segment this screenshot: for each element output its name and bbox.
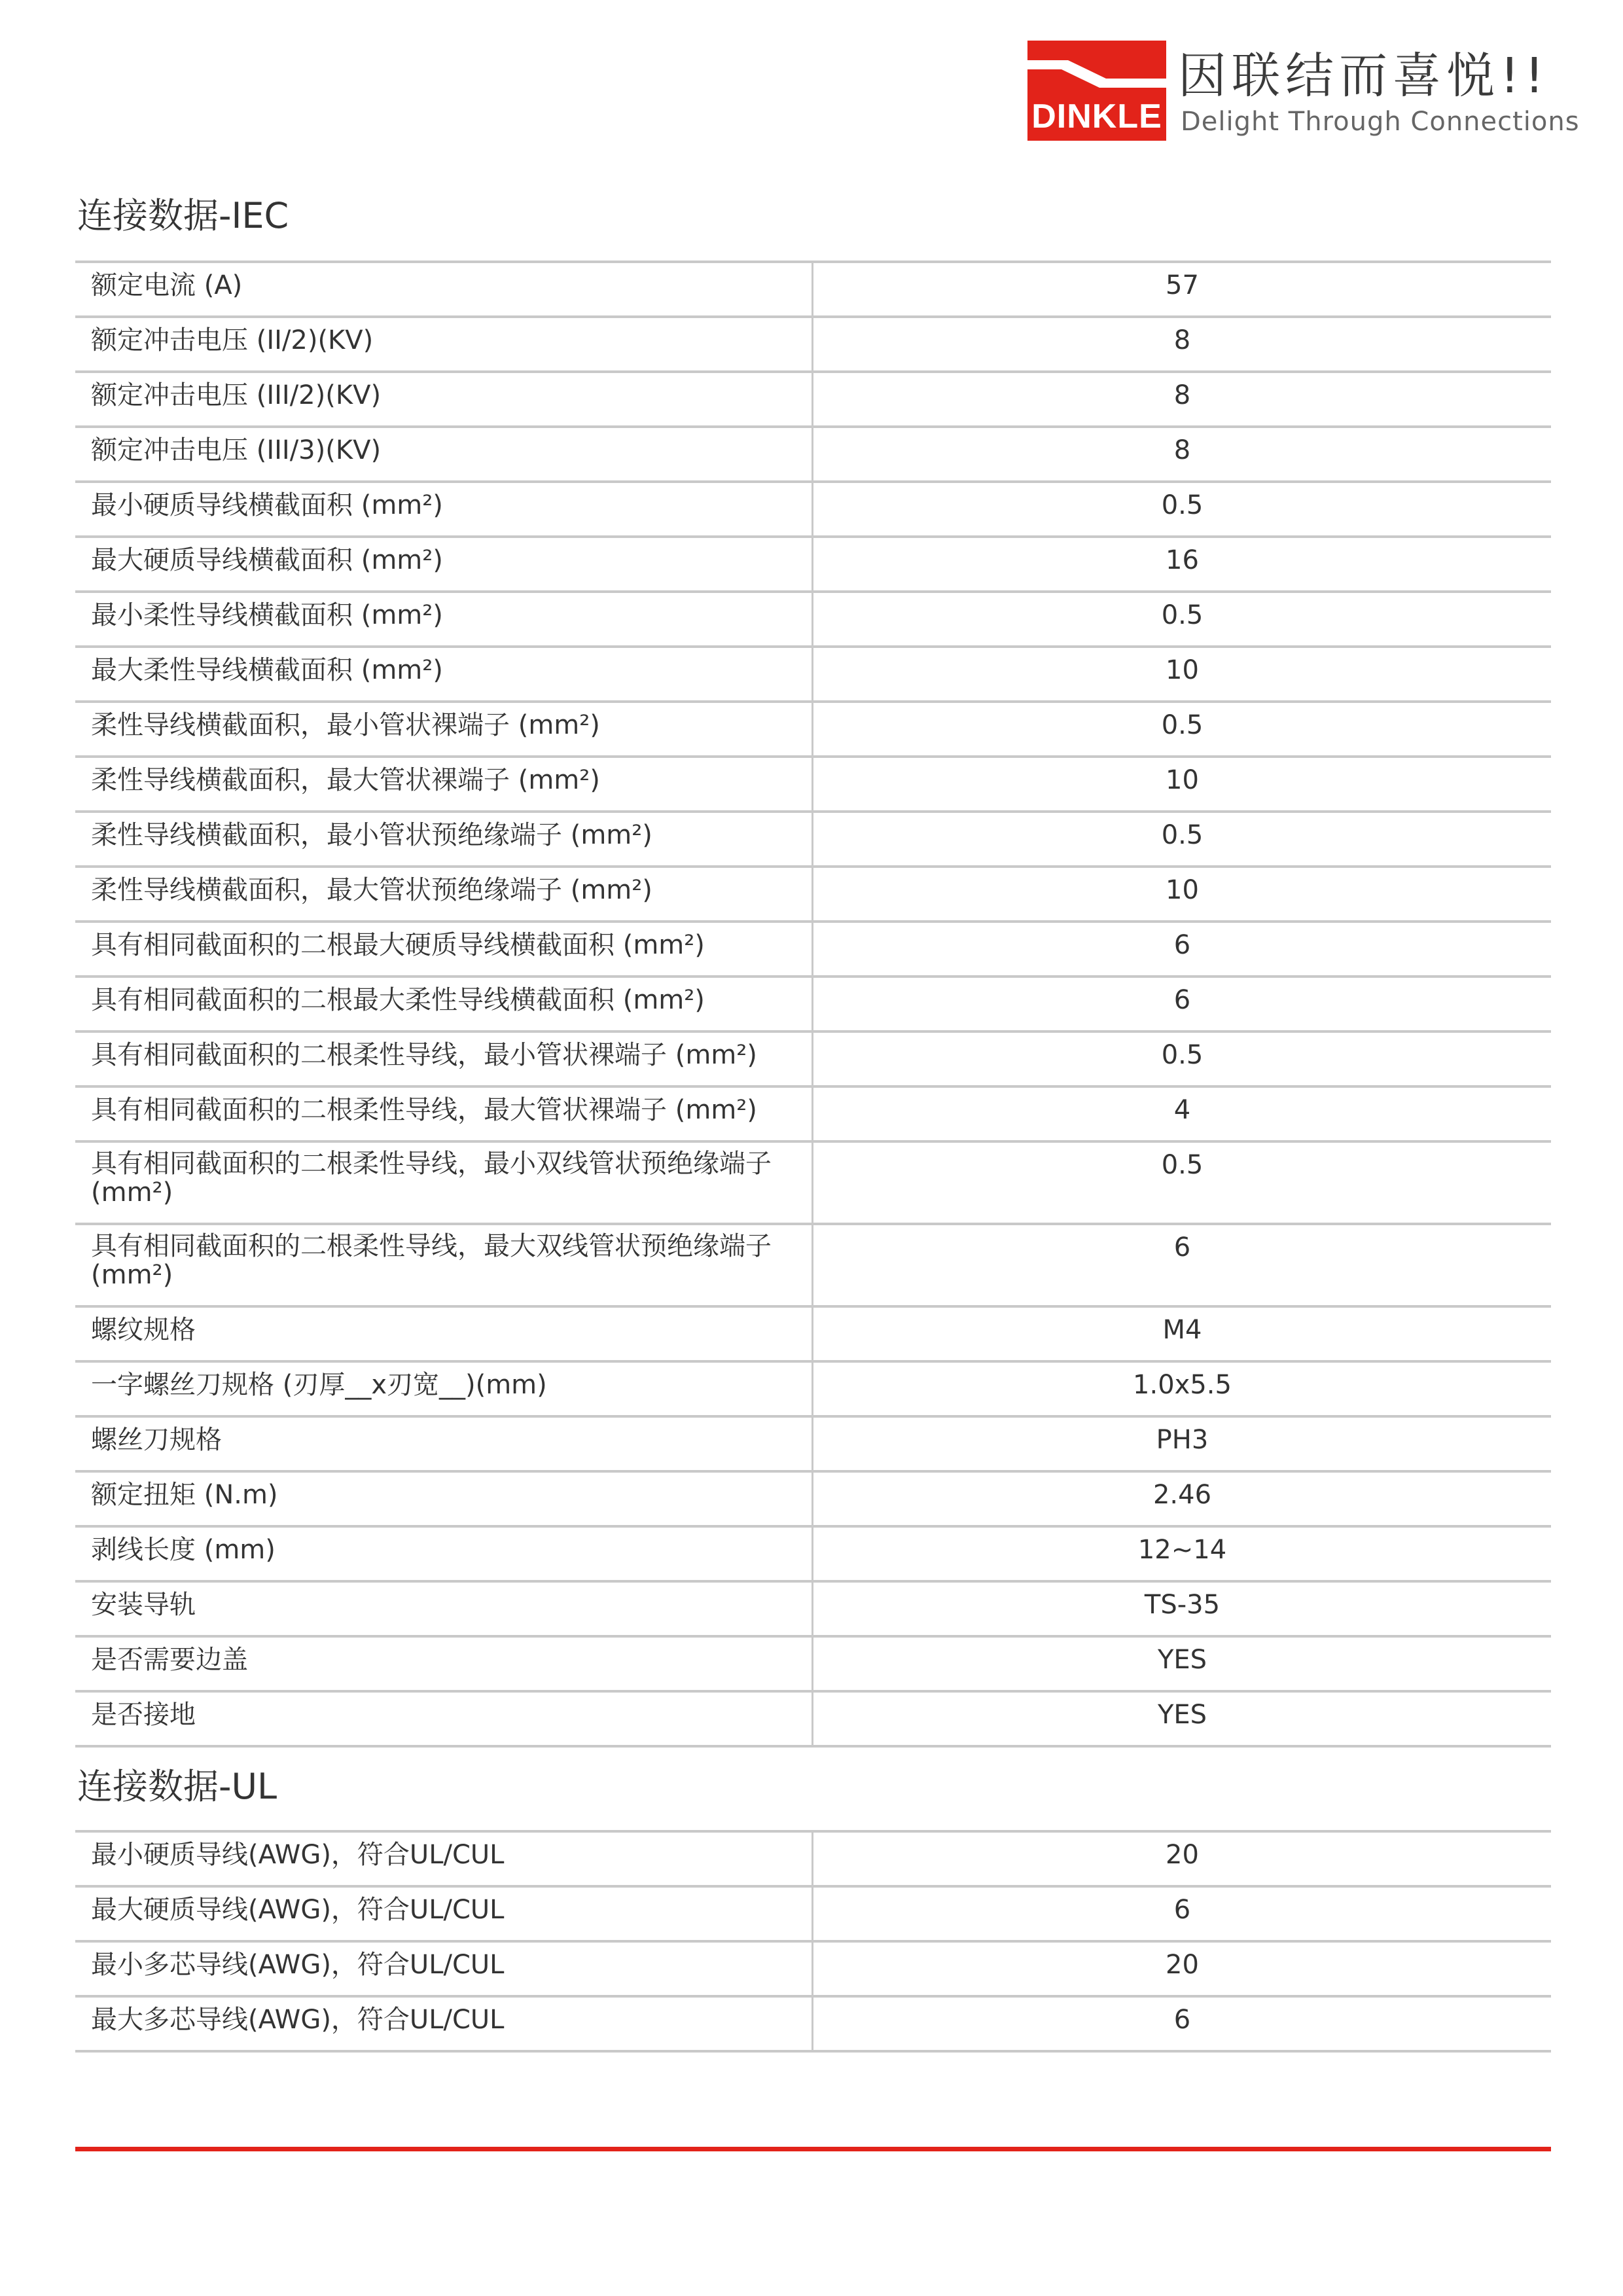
spec-value: 2.46 [1152, 1480, 1212, 1510]
spec-value: 16 [1166, 545, 1199, 575]
table-row [75, 1888, 1551, 1943]
spec-label: 最小柔性导线横截面积 (mm²) [91, 600, 443, 630]
brand-name: DINKLE [1031, 98, 1162, 135]
spec-label: 柔性导线横截面积，最大管状预绝缘端子 (mm²) [91, 875, 652, 905]
spec-label: 具有相同截面积的二根柔性导线，最小双线管状预绝缘端子 (mm²) [91, 1149, 772, 1208]
table-row [75, 1638, 1551, 1693]
spec-label: 额定扭矩 (N.m) [91, 1480, 278, 1510]
spec-label: 一字螺丝刀规格 (刃厚__x刃宽__)(mm) [91, 1370, 547, 1400]
table-row [75, 1693, 1551, 1748]
spec-label: 具有相同截面积的二根最大硬质导线横截面积 (mm²) [91, 930, 705, 960]
table-row [75, 1033, 1551, 1088]
table-row [75, 1943, 1551, 1998]
footer-divider [75, 2147, 1551, 2151]
brand-logo [1027, 41, 1166, 141]
spec-label: 最小多芯导线(AWG)，符合UL/CUL [91, 1950, 505, 1980]
table-row [75, 1528, 1551, 1583]
table-row [75, 813, 1551, 868]
table-row [75, 1418, 1551, 1473]
table-row [75, 428, 1551, 483]
spec-label: 剥线长度 (mm) [91, 1535, 276, 1565]
spec-value: 0.5 [1161, 1040, 1204, 1070]
table-row [75, 978, 1551, 1033]
spec-value: 20 [1166, 1950, 1199, 1980]
spec-label: 具有相同截面积的二根最大柔性导线横截面积 (mm²) [91, 985, 705, 1015]
spec-label: 具有相同截面积的二根柔性导线，最大双线管状预绝缘端子 (mm²) [91, 1231, 772, 1290]
spec-label: 螺丝刀规格 [91, 1425, 222, 1455]
spec-value: YES [1157, 1700, 1207, 1730]
spec-label: 柔性导线横截面积，最大管状裸端子 (mm²) [91, 765, 600, 795]
table-row [75, 1143, 1551, 1225]
spec-value: 20 [1166, 1840, 1199, 1870]
spec-label: 最小硬质导线(AWG)，符合UL/CUL [91, 1840, 505, 1870]
spec-value: 8 [1173, 325, 1191, 355]
table-row [75, 263, 1551, 318]
section-title-iec: 连接数据-IEC [77, 195, 289, 236]
table-row [75, 483, 1551, 538]
spec-label: 最大硬质导线横截面积 (mm²) [91, 545, 443, 575]
table-row [75, 1998, 1551, 2053]
iec-spec-table [75, 260, 1551, 1748]
table-row [75, 868, 1551, 923]
spec-value: 1.0x5.5 [1133, 1370, 1232, 1400]
spec-value: 0.5 [1161, 600, 1204, 630]
table-row [75, 1308, 1551, 1363]
slogan-chinese: 因联结而喜悦!! [1178, 48, 1550, 104]
spec-label: 额定电流 (A) [91, 270, 243, 300]
spec-value: 6 [1173, 985, 1191, 1015]
ul-spec-table [75, 1830, 1551, 2053]
spec-label: 是否接地 [91, 1700, 196, 1730]
spec-label: 具有相同截面积的二根柔性导线，最大管状裸端子 (mm²) [91, 1095, 757, 1125]
spec-value: 0.5 [1161, 490, 1204, 520]
table-row [75, 593, 1551, 648]
spec-label: 螺纹规格 [91, 1315, 196, 1345]
spec-value: 0.5 [1161, 710, 1204, 740]
spec-value: M4 [1162, 1315, 1202, 1345]
spec-value: 12~14 [1137, 1535, 1227, 1565]
spec-label: 额定冲击电压 (III/3)(KV) [91, 435, 382, 465]
spec-label: 是否需要边盖 [91, 1645, 248, 1675]
table-row [75, 1225, 1551, 1308]
spec-label: 具有相同截面积的二根柔性导线，最小管状裸端子 (mm²) [91, 1040, 757, 1070]
spec-value: 8 [1173, 380, 1191, 410]
spec-label: 额定冲击电压 (II/2)(KV) [91, 325, 374, 355]
table-row [75, 758, 1551, 813]
spec-label: 柔性导线横截面积，最小管状裸端子 (mm²) [91, 710, 600, 740]
spec-value: 8 [1173, 435, 1191, 465]
table-row [75, 923, 1551, 978]
spec-label: 柔性导线横截面积，最小管状预绝缘端子 (mm²) [91, 820, 652, 850]
table-row [75, 1363, 1551, 1418]
spec-value: 0.5 [1161, 820, 1204, 850]
spec-value: TS-35 [1144, 1590, 1221, 1620]
spec-label: 最大硬质导线(AWG)，符合UL/CUL [91, 1895, 505, 1925]
spec-value: 6 [1173, 1232, 1191, 1263]
spec-value: 6 [1173, 930, 1191, 960]
table-row [75, 538, 1551, 593]
section-title-ul: 连接数据-UL [77, 1766, 277, 1807]
spec-value: PH3 [1156, 1425, 1209, 1455]
spec-value: 6 [1173, 2005, 1191, 2035]
table-row [75, 703, 1551, 758]
spec-label: 额定冲击电压 (III/2)(KV) [91, 380, 382, 410]
table-row [75, 318, 1551, 373]
spec-label: 最小硬质导线横截面积 (mm²) [91, 490, 443, 520]
spec-label: 最大多芯导线(AWG)，符合UL/CUL [91, 2005, 505, 2035]
spec-value: 4 [1173, 1095, 1191, 1125]
table-row [75, 1473, 1551, 1528]
slogan-english: Delight Through Connections [1181, 107, 1580, 137]
table-row [75, 373, 1551, 428]
spec-label: 最大柔性导线横截面积 (mm²) [91, 655, 443, 685]
table-row [75, 648, 1551, 703]
table-row [75, 1583, 1551, 1638]
table-row [75, 1833, 1551, 1888]
spec-value: 10 [1166, 655, 1199, 685]
table-row [75, 1088, 1551, 1143]
spec-value: 6 [1173, 1895, 1191, 1925]
spec-value: 10 [1166, 875, 1199, 905]
spec-value: YES [1157, 1645, 1207, 1675]
spec-value: 57 [1166, 270, 1199, 300]
spec-value: 0.5 [1161, 1150, 1204, 1180]
spec-label: 安装导轨 [91, 1590, 196, 1620]
spec-value: 10 [1166, 765, 1199, 795]
